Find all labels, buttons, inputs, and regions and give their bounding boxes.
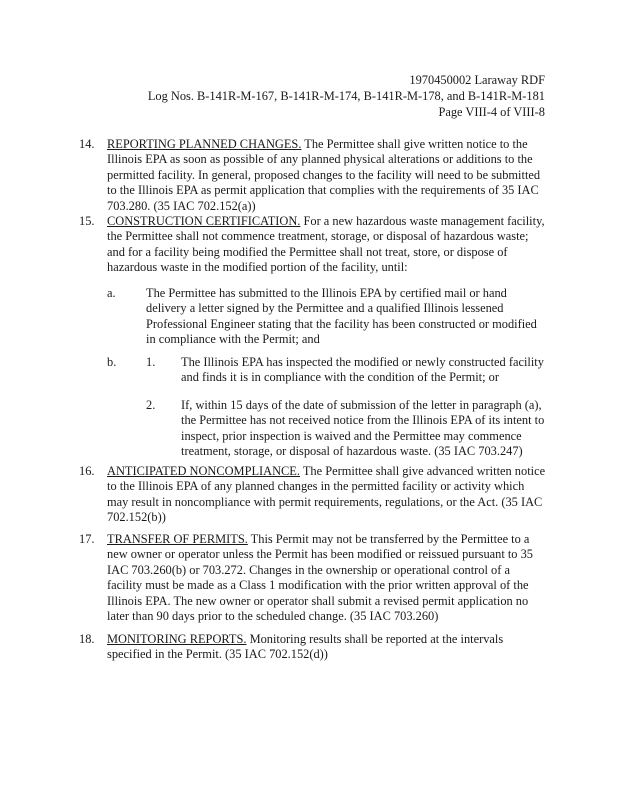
item-text: Monitoring results shall be reported at the intervals specified in the Permit. (35 IAC 702.152(d)) <box>107 632 504 662</box>
subsub-label-2: 2. <box>146 398 156 412</box>
item-text: This Permit may not be transferred by the Permittee to a new owner or operator unless the Permit has been modified or reissued pursuant to 35 IAC 703.260(b) or 703.272. Changes in the ownership or operational control of a facility must be made as a Class 1 modification with the prior written approval of the Illinois EPA. The new owner or operator shall submit a revised permit application no later than 90 days prior to the scheduled change. (35 IAC 703.260) <box>107 532 533 624</box>
item-body <box>107 632 547 663</box>
item-text: For a new hazardous waste management facility, the Permittee shall not commence treatment, storage, or disposal of hazardous waste; and for a facility being modified the Permittee shall not treat, store, or dispose of hazardous waste in the modified portion of the facility, until: <box>107 214 545 275</box>
item-heading: CONSTRUCTION CERTIFICATION. <box>107 214 301 228</box>
sub-text-a: The Permittee has submitted to the Illinois EPA by certified mail or hand delivery a letter signed by the Permittee and a qualified Illinois lessened Professional Engineer stating that the facility has been constructed or modified in compliance with the Permit; and <box>146 286 537 347</box>
item-number: 14. <box>79 137 95 151</box>
item-body <box>107 532 547 624</box>
header-page-number: Page VIII-4 of VIII-8 <box>438 105 545 119</box>
header-facility-id: 1970450002 Laraway RDF <box>409 73 545 87</box>
subsub-text-2: If, within 15 days of the date of submission of the letter in paragraph (a), the Permittee has not received notice from the Illinois EPA of its intent to inspect, prior inspection is waived and the Permittee may commence treatment, storage, or disposal of hazardous waste. (35 IAC 703.247) <box>181 398 545 459</box>
item-heading: ANTICIPATED NONCOMPLIANCE. <box>107 464 300 478</box>
item-number: 15. <box>79 214 95 228</box>
item-text: The Permittee shall give advanced written notice to the Illinois EPA of any planned changes in the permitted facility or activity which may result in noncompliance with permit requirements, regulations, or the Act. (35 IAC 702.152(b)) <box>107 464 546 525</box>
subsub-label-1: 1. <box>146 355 156 369</box>
item-number: 17. <box>79 532 95 546</box>
item-heading: TRANSFER OF PERMITS. <box>107 532 248 546</box>
subsub-text-1: The Illinois EPA has inspected the modified or newly constructed facility and finds it is in compliance with the condition of the Permit; or <box>181 355 544 385</box>
item-heading: MONITORING REPORTS. <box>107 632 247 646</box>
item-number: 16. <box>79 464 95 478</box>
header-log-numbers: Log Nos. B-141R-M-167, B-141R-M-174, B-141R-M-178, and B-141R-M-181 <box>147 89 545 103</box>
item-heading: REPORTING PLANNED CHANGES. <box>107 137 302 151</box>
item-text: The Permittee shall give written notice to the Illinois EPA as soon as possible of any planned physical alterations or additions to the permitted facility. In general, proposed changes to the facility will need to be submitted to the Illinois EPA as permit application that complies with the requirements of 35 IAC 703.280. (35 IAC 702.152(a)) <box>107 137 541 213</box>
item-body <box>107 214 547 276</box>
item-body <box>107 464 547 526</box>
item-body <box>107 137 547 214</box>
sub-label-a: a. <box>107 286 116 300</box>
item-number: 18. <box>79 632 95 646</box>
sub-label-b: b. <box>107 355 117 369</box>
